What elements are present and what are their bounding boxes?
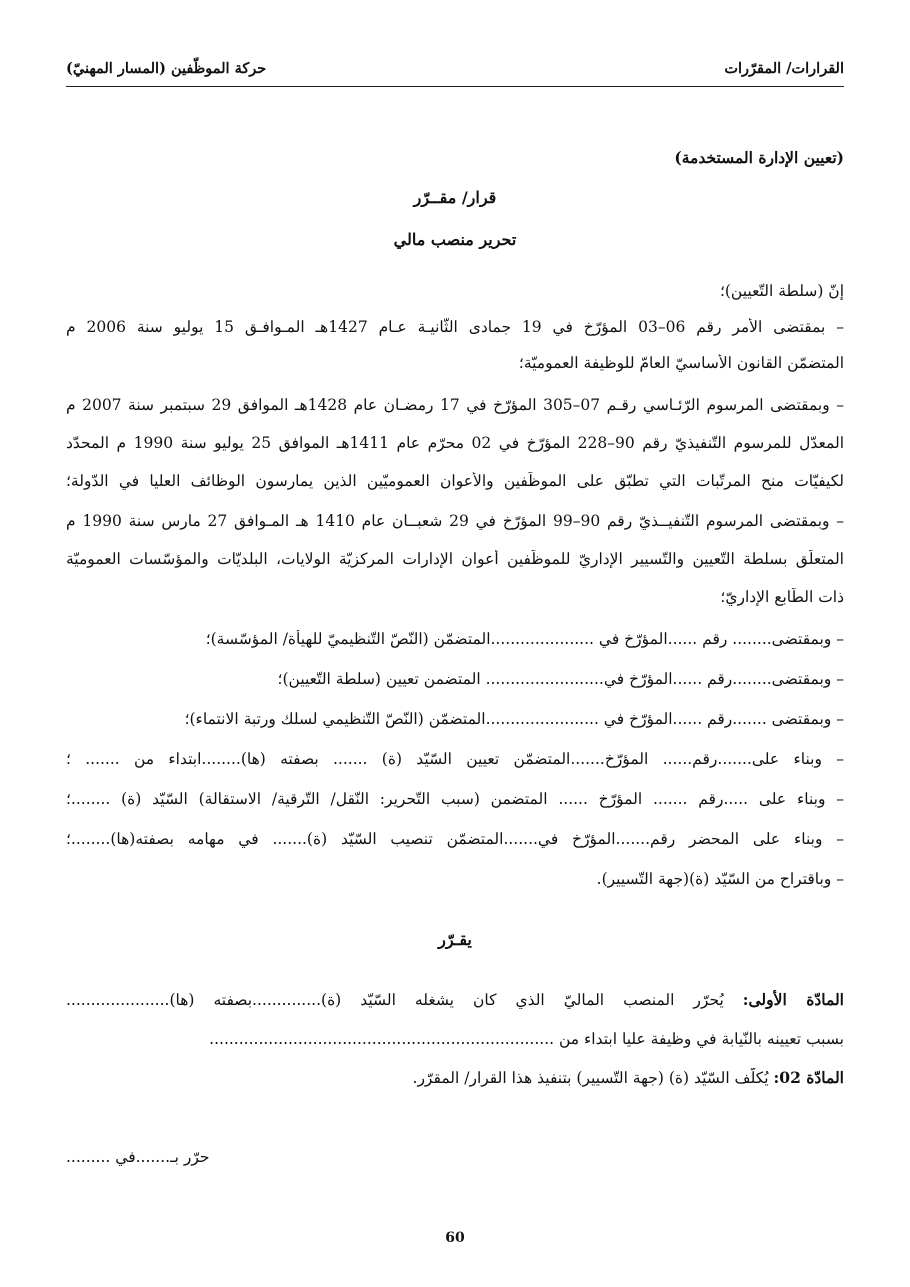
citation-line: – وباقتراح من السّيّد (ة)(جهة التّسيير).: [596, 870, 844, 888]
signature-line: حرّر بـ.......في .........: [66, 1148, 210, 1166]
citation-line: – وبناء على .....رقم ....... المؤرّخ ...... المتضمن (سبب التّحرير: النّقل/ التّرقية/ الاستقالة) السّيّد (ة) ........؛: [66, 790, 844, 808]
decision-subtitle: تحرير منصب مالي: [393, 230, 517, 249]
citation-line: – بمقتضى الأمر رقم 06–03 المؤرّخ في 19 جمادى الثّانيـة عـام 1427هـ المـوافـق 15 يوليو سنة 2006 م: [66, 318, 844, 336]
document-body: [66, 0, 844, 1287]
citation-line: المتعلّق بسلطة التّعيين والتّسيير الإداريّ للموظّفين أعوان الإدارات المركزيّة الولايات، البلديّات والمؤسّسات العموميّة: [66, 550, 844, 568]
article-one-label: المادّة الأولى:: [742, 990, 844, 1009]
article-one-continuation: بسبب تعيينه بالنّيابة في وظيفة عليا ابتداء من ......................................................................: [209, 1030, 844, 1048]
article-one: [66, 990, 844, 1009]
article-two: [66, 1068, 844, 1087]
citation-line: المعدّل للمرسوم التّنفيذيّ رقم 90–228 المؤرّخ في 02 محرّم عام 1411هـ الموافق 25 يوليو سنة 1990 م المحدّد: [66, 434, 844, 452]
article-one-text: يُحرّر المنصب الماليّ الذي كان يشغله السّيّد (ة)..............بصفته (ها).....................: [66, 991, 743, 1009]
citation-line: – وبناء على المحضر رقم.......المؤرّخ في.......المتضمّن تنصيب السّيّد (ة)....... في مهامه بصفته(ها)........؛: [66, 830, 844, 848]
header-chapter-title: حركة الموظّفين (المسار المهنيّ): [66, 60, 267, 77]
citation-line: – وبمقتضى........رقم ......المؤرّخ في........................ المتضمن تعيين (سلطة التّعيين)؛: [277, 670, 844, 688]
authority-line: إنّ (سلطة التّعيين)؛: [719, 282, 844, 300]
decides-heading: يقـرّر: [438, 930, 472, 949]
citation-line: – وبمقتضى المرسوم الرّئـاسي رقـم 07–305 المؤرّخ في 17 رمضـان عام 1428هـ الموافق 29 سبتمبر سنة 2007 م: [66, 396, 844, 414]
decision-title: قرار/ مقــرّر: [413, 188, 497, 207]
header-section-title: القرارات/ المقرّرات: [724, 60, 844, 77]
citation-line: – وبمقتضى المرسوم التّنفيــذيّ رقم 90–99 المؤرّخ في 29 شعبــان عام 1410 هـ المـوافق 27 مارس سنة 1990 م: [66, 512, 844, 530]
citation-line: – وبناء على.......رقم...... المؤرّخ.......المتضمّن تعيين السّيّد (ة) ....... بصفته (ها)........ابتداء من ....... ؛: [66, 750, 844, 768]
citation-line: المتضمّن القانون الأساسيّ العامّ للوظيفة العموميّة؛: [518, 354, 844, 372]
article-two-text: يُكلّف السّيّد (ة) (جهة التّسيير) بتنفيذ هذا القرار/ المقرّر.: [412, 1069, 774, 1087]
citation-line: – وبمقتضى........ رقم ......المؤرّخ في .....................المتضمّن (النّصّ التّنظيميّ للهيأة/ المؤسّسة)؛: [205, 630, 844, 648]
citation-line: – وبمقتضى .......رقم ......المؤرّخ في .......................المتضمّن (النّصّ التّنظيمي لسلك ورتبة الانتماء)؛: [184, 710, 844, 728]
article-two-label: المادّة 02:: [773, 1068, 844, 1087]
citation-line: ذات الطّابع الإداريّ؛: [720, 588, 844, 606]
citation-line: لكيفيّات منح المرتّبات التي تطبّق على الموظّفين والأعوان العموميّين الذين يمارسون الوظائف العليا في الدّولة؛: [66, 472, 844, 490]
page-number: 60: [445, 1230, 465, 1246]
section-title: (تعيين الإدارة المستخدمة): [674, 148, 844, 167]
